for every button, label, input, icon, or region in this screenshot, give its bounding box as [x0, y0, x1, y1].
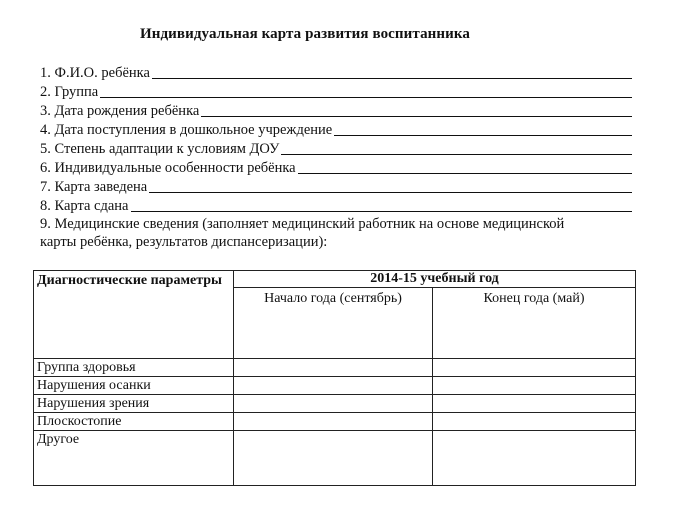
- field-label: 3. Дата рождения ребёнка: [40, 103, 200, 119]
- start-of-year-header: Начало года (сентябрь): [234, 288, 433, 359]
- blank-line[interactable]: [152, 78, 632, 79]
- diagnostics-table: [33, 270, 636, 486]
- field-row-features: [40, 158, 632, 177]
- field-row-card-submitted: [40, 196, 632, 215]
- blank-line[interactable]: [131, 211, 633, 212]
- blank-line[interactable]: [298, 173, 632, 174]
- field-row-group: [40, 82, 632, 101]
- start-cell[interactable]: [234, 359, 433, 377]
- end-cell[interactable]: [433, 395, 636, 413]
- end-cell[interactable]: [433, 431, 636, 486]
- field-label: 6. Индивидуальные особенности ребёнка: [40, 160, 296, 176]
- end-cell[interactable]: [433, 377, 636, 395]
- blank-line[interactable]: [281, 154, 632, 155]
- end-cell[interactable]: [433, 359, 636, 377]
- document-title: Индивидуальная карта развития воспитанника: [139, 26, 471, 42]
- end-of-year-header: Конец года (май): [433, 288, 636, 359]
- field-label: 4. Дата поступления в дошкольное учреждение: [40, 122, 333, 138]
- param-header: Диагностические параметры: [34, 271, 234, 359]
- medical-note: 9. Медицинские сведения (заполняет медицинский работник на основе медицинской карты ребёнка, результатов диспансеризации):: [40, 216, 565, 250]
- table-header-row: [34, 271, 636, 288]
- start-cell[interactable]: [234, 431, 433, 486]
- row-label: Группа здоровья: [34, 359, 234, 377]
- blank-line[interactable]: [100, 97, 632, 98]
- table-row: [34, 431, 636, 486]
- table-row: [34, 395, 636, 413]
- field-label: 8. Карта сдана: [40, 198, 129, 214]
- field-label: 1. Ф.И.О. ребёнка: [40, 65, 150, 81]
- year-header: 2014-15 учебный год: [234, 271, 636, 288]
- start-cell[interactable]: [234, 413, 433, 431]
- table-row: [34, 359, 636, 377]
- row-label: Плоскостопие: [34, 413, 234, 431]
- end-cell[interactable]: [433, 413, 636, 431]
- start-cell[interactable]: [234, 377, 433, 395]
- field-row-admission-date: [40, 120, 632, 139]
- field-row-birthdate: [40, 101, 632, 120]
- field-row-name: [40, 63, 632, 82]
- field-label: 5. Степень адаптации к условиям ДОУ: [40, 141, 280, 157]
- row-label: Нарушения зрения: [34, 395, 234, 413]
- table-row: [34, 377, 636, 395]
- row-label: Другое: [34, 431, 234, 486]
- table-row: [34, 413, 636, 431]
- field-label: 2. Группа: [40, 84, 99, 100]
- field-row-adaptation: [40, 139, 632, 158]
- blank-line[interactable]: [334, 135, 632, 136]
- start-cell[interactable]: [234, 395, 433, 413]
- blank-line[interactable]: [201, 116, 632, 117]
- row-label: Нарушения осанки: [34, 377, 234, 395]
- form-fields: [40, 63, 632, 251]
- field-label: 7. Карта заведена: [40, 179, 148, 195]
- field-row-card-opened: [40, 177, 632, 196]
- blank-line[interactable]: [149, 192, 632, 193]
